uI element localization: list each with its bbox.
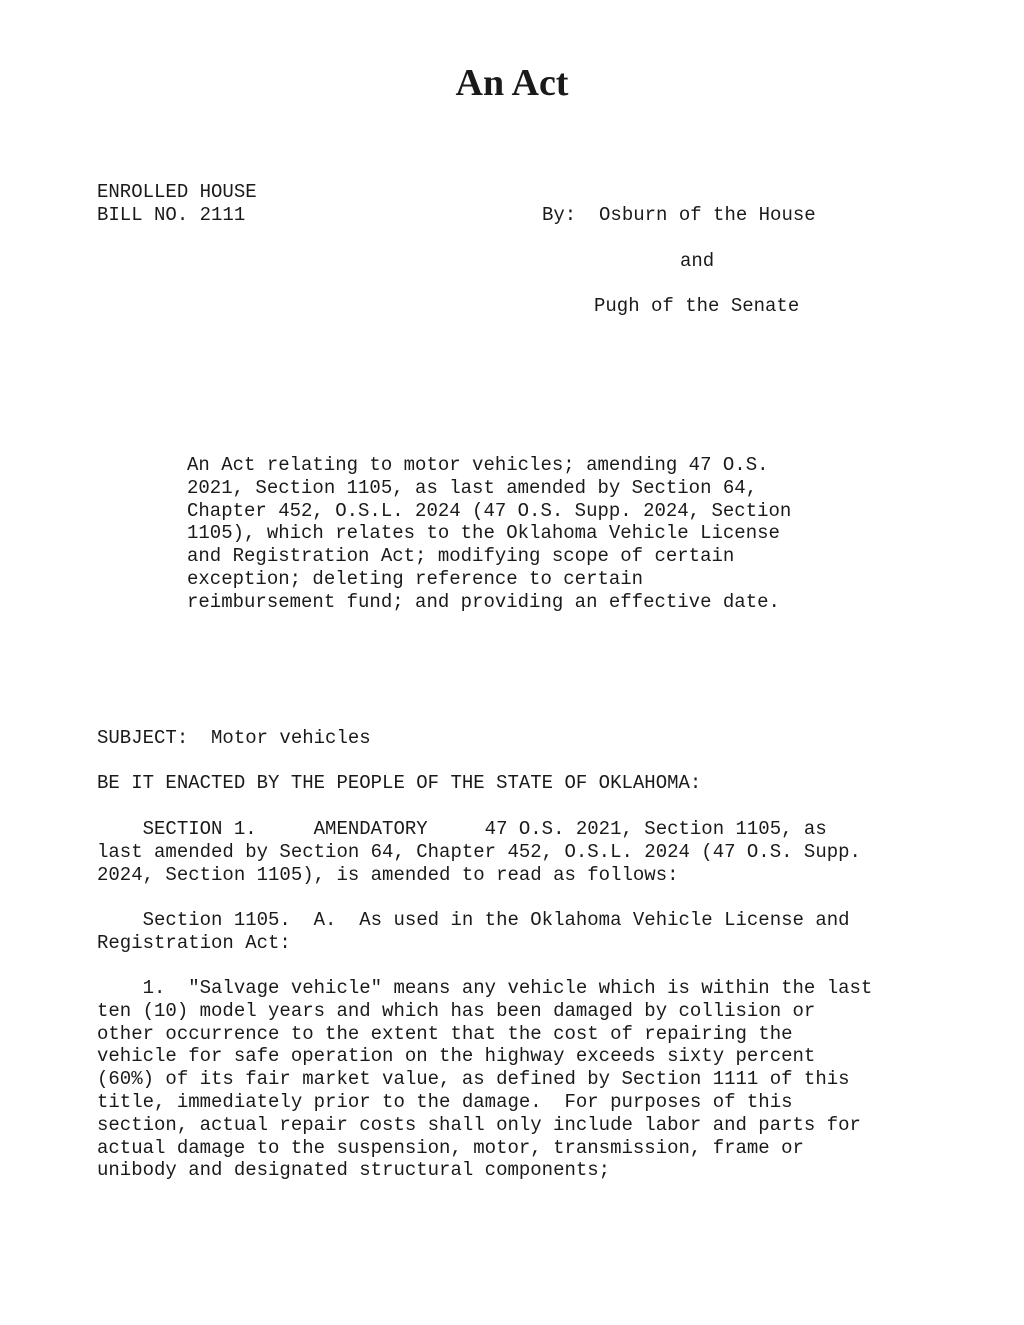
subject-line: SUBJECT: Motor vehicles	[97, 727, 371, 749]
definition-line: vehicle for safe operation on the highway exceeds sixty percent	[97, 1045, 816, 1068]
by-label: By:	[542, 204, 577, 226]
summary-line: and Registration Act; modifying scope of certain	[187, 545, 735, 568]
sponsor-block	[542, 204, 816, 227]
definition-line: title, immediately prior to the damage. For purposes of this	[97, 1090, 793, 1113]
sponsor-and: and	[680, 250, 715, 272]
section-1-line: 2024, Section 1105), is amended to read as follows:	[97, 863, 679, 886]
section-1-line: last amended by Section 64, Chapter 452, O.S.L. 2024 (47 O.S. Supp.	[97, 840, 861, 863]
summary-line: Chapter 452, O.S.L. 2024 (47 O.S. Supp. 2024, Section	[187, 499, 792, 522]
enacting-clause: BE IT ENACTED BY THE PEOPLE OF THE STATE OF OKLAHOMA:	[97, 772, 702, 794]
section-1105-line: Section 1105. A. As used in the Oklahoma Vehicle License and	[97, 909, 850, 931]
section-1-line: SECTION 1. AMENDATORY 47 O.S. 2021, Section 1105, as	[97, 818, 827, 840]
summary-line: exception; deleting reference to certain	[187, 567, 644, 590]
summary-line: reimbursement fund; and providing an effective date.	[187, 590, 780, 613]
section-1105-line: Registration Act:	[97, 931, 291, 954]
bill-identifier	[97, 181, 257, 227]
summary-line: An Act relating to motor vehicles; amending 47 O.S.	[187, 454, 769, 476]
section-1105-intro	[97, 909, 850, 955]
definition-line: ten (10) model years and which has been damaged by collision or	[97, 999, 816, 1022]
house-sponsor: Osburn of the House	[599, 204, 816, 226]
definition-line: section, actual repair costs shall only include labor and parts for	[97, 1113, 861, 1136]
definition-line: (60%) of its fair market value, as defined by Section 1111 of this	[97, 1068, 850, 1091]
bill-line-2: BILL NO. 2111	[97, 203, 246, 226]
definition-line: other occurrence to the extent that the cost of repairing the	[97, 1022, 793, 1045]
document-title: An Act	[455, 62, 569, 104]
definition-salvage-vehicle	[97, 977, 872, 1182]
sponsor-by-line	[542, 204, 816, 227]
summary-line: 2021, Section 1105, as last amended by Section 64,	[187, 476, 758, 499]
definition-line: actual damage to the suspension, motor, transmission, frame or	[97, 1136, 804, 1159]
section-1-heading	[97, 818, 861, 886]
definition-line: unibody and designated structural components;	[97, 1159, 611, 1182]
definition-line: 1. "Salvage vehicle" means any vehicle which is within the last	[97, 977, 873, 999]
summary-line: 1105), which relates to the Oklahoma Vehicle License	[187, 522, 780, 545]
act-summary	[187, 454, 791, 614]
bill-line-1: ENROLLED HOUSE	[97, 181, 257, 203]
senate-sponsor: Pugh of the Senate	[594, 295, 800, 317]
